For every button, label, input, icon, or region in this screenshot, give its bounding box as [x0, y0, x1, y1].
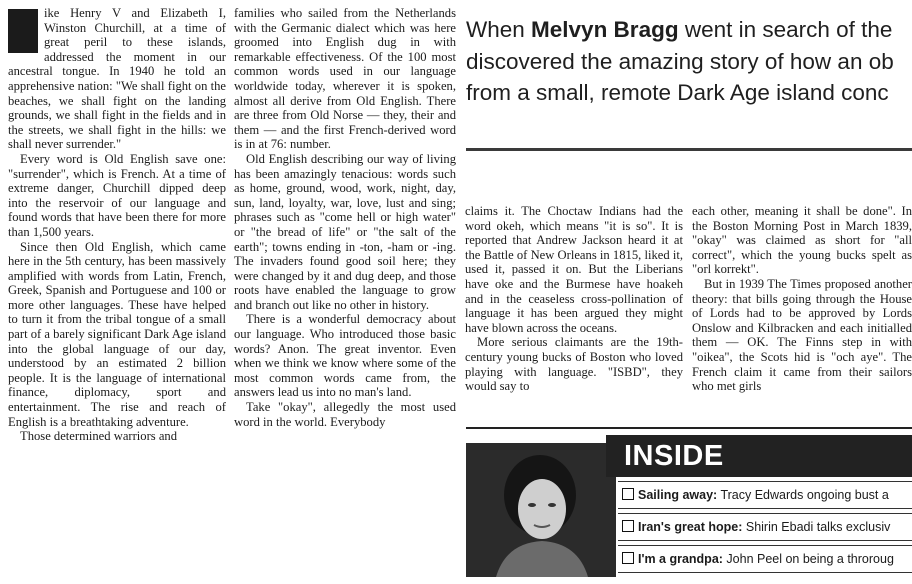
headline-line-2: discovered the amazing story of how an ob	[466, 48, 894, 74]
paragraph: Since then Old English, which came here in the 5th century, has been massively amplified with words from Latin, French, Greek, Spanish and Portuguese and 100 or more other languages. These have helped to turn it from the tribal tongue of a small part of a barely significant Dark Age island into the global language of our day, understood by an estimated 2 billion people. It is the language of international finance, diplomacy, sport and entertainment. The rise and reach of English is a breathtaking adventure.	[8, 239, 226, 429]
paragraph: Old English describing our way of living has been amazingly tenacious: words such as home, ground, wood, work, night, day, sun, land, loyalty, war, love, lust and sing; phrases such as "come hell or high water" or "the bread of life" or "the salt of the earth"; towns ending in -ton, -ham or -ing. The invaders found good soil here; they were changed by it and dug deep, and those roots have enabled the language to grow and branch out like no other in history.	[234, 151, 456, 312]
article-column-4	[692, 204, 912, 408]
paragraph: Those determined warriors and	[20, 429, 178, 444]
headline-text: went in search of the	[678, 17, 893, 42]
checkbox-icon	[622, 520, 634, 532]
paragraph: Every word is Old English save one: "surrender", which is French. At a time of extreme danger, Churchill dipped deep into the reservoir of our language and found words that have been there for more than 1,500 years.	[8, 151, 226, 239]
article-column-3	[465, 204, 683, 408]
teaser-text: Shirin Ebadi talks exclusiv	[742, 520, 891, 534]
paragraph: More serious claimants are the 19th-century young bucks of Boston who loved playing with language. "ISBD", they would say to	[465, 335, 683, 394]
author-name: Melvyn Bragg	[531, 17, 679, 42]
paragraph: There is a wonderful democracy about our language. Who introduced those basic words? Anon. The great inventor. Even when we think we know where some of the most common words came from, the answers lead us into no man's land.	[234, 312, 456, 400]
teaser-head: Iran's great hope:	[638, 520, 743, 534]
teaser-text: John Peel on being a throroug	[722, 552, 894, 566]
article-headline	[466, 14, 912, 109]
checkbox-icon	[622, 488, 634, 500]
headline-text: When	[466, 17, 532, 42]
teaser-item[interactable]	[618, 481, 912, 509]
paragraph: families who sailed from the Netherlands with the Germanic dialect which was here groomed into English dug in with remarkable effectiveness. Of the 100 most common words used in our language worldwide today, wherever it is spoken, almost all derive from Old English. There are three from Old Norse — they, their and them — and the first French-derived word is in at 76: number.	[234, 6, 456, 152]
teaser-text: Tracy Edwards ongoing bust a	[717, 488, 889, 502]
teaser-item[interactable]	[618, 545, 912, 573]
paragraph: But in 1939 The Times proposed another theory: that bills going through the House of Lords had to be approved by Lords Onslow and Kilbracken and each initialled them — OK. The Finns step in with "oikea", the Scots hid is "och aye". The French claim it came from their sailors who met girls	[692, 276, 912, 394]
paragraph: Take "okay", allegedly the most used word in the world. Everybody	[234, 400, 456, 429]
inside-panel	[466, 427, 912, 577]
headline-line-3: from a small, remote Dark Age island conc	[466, 80, 889, 105]
section-divider	[466, 148, 912, 151]
inside-title: INSIDE	[624, 440, 724, 472]
headline-line-1	[466, 14, 912, 46]
teaser-head: I'm a grandpa:	[638, 552, 723, 566]
paragraph: claims it. The Choctaw Indians had the word okeh, which means "it is so". It is reported that Andrew Jackson heard it at the Battle of New Orleans in 1815, liked it, used it, passed it on. But the Liberians have oke and the Burmese have hoakeh and in the ceaseless cross-pollination of language it has been argued they might have blown across the oceans.	[465, 204, 683, 335]
portrait-photo	[466, 443, 616, 577]
checkbox-icon	[622, 552, 634, 564]
paragraph: each other, meaning it shall be done". In the Boston Morning Post in March 1839, "okay" was claimed as short for "all correct", which the young bucks spelt as "orl korrekt".	[692, 204, 912, 277]
article-column-2	[234, 6, 456, 582]
teaser-item[interactable]	[618, 513, 912, 541]
paragraph: ike Henry V and Elizabeth I, Winston Churchill, at a time of great peril to these islands, addressed the moment in our ancestral tongue. In 1940 he told an apprehensive nation: "We shall fight on the beaches, we shall fight on the landing grounds, we shall fight in the fields and in the streets, we shall fight in the hills: we shall never surrender."	[8, 6, 226, 152]
teaser-head: Sailing away:	[638, 488, 718, 502]
article-column-1	[8, 6, 226, 582]
drop-cap	[8, 9, 38, 53]
